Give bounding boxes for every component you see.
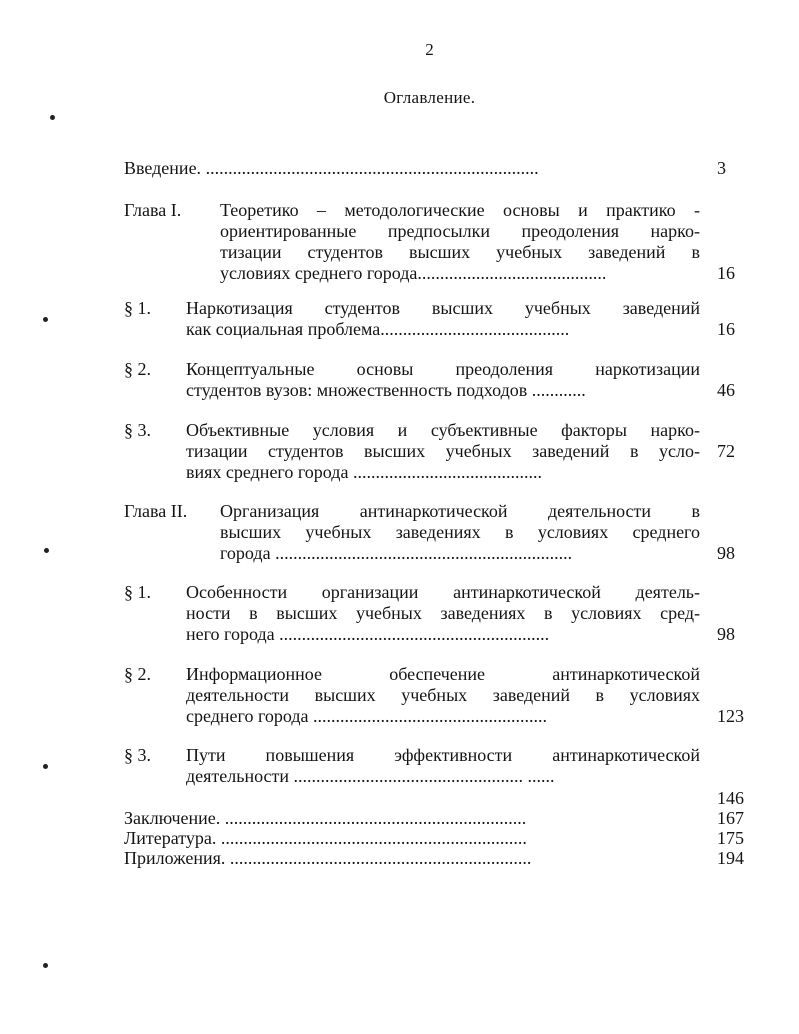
toc-entry-line: деятельности — [186, 766, 290, 786]
toc-entry-line: виях среднего города — [186, 462, 349, 482]
toc-entry-line: Организация антинаркотической деятельности в — [220, 501, 700, 521]
toc-entry-line: Наркотизация студентов высших учебных заведений — [186, 298, 700, 318]
toc-page-number: 146 — [717, 788, 744, 808]
binder-hole-mark — [43, 963, 48, 968]
toc-leader-dots: ................................................... ...... — [289, 766, 555, 786]
toc-entry-line: высших учебных заведениях в условиях среднего — [220, 522, 700, 542]
toc-entry-line: как социальная проблема — [186, 319, 381, 339]
toc-section-label: § 2. — [124, 359, 151, 379]
toc-entry-line: Теоретико – методологические основы и практико - — [220, 200, 700, 220]
toc-entry-line: тизации студентов высших учебных заведений в усло- — [186, 441, 700, 461]
toc-entry-line: ориентированные предпосылки преодоления нарко- — [220, 221, 700, 241]
page-title: Оглавление. — [383, 88, 476, 107]
toc-entry-title: Приложения. — [124, 848, 226, 868]
toc-page-number: 167 — [717, 808, 744, 828]
toc-page-number: 98 — [717, 543, 735, 563]
toc-page-number: 175 — [717, 828, 744, 848]
toc-section-label: § 1. — [124, 298, 151, 318]
toc-chapter-label: Глава II. — [124, 501, 188, 521]
toc-entry-line: среднего города — [186, 706, 309, 726]
toc-leader-dots: .......................................... — [380, 319, 570, 339]
toc-entry-line: ности в высших учебных заведениях в условиях сред- — [186, 603, 700, 623]
toc-entry-line: Особенности организации антинаркотической деятель- — [186, 582, 700, 602]
toc-leader-dots: ............................................................ — [274, 624, 550, 644]
toc-page-number: 16 — [717, 319, 735, 339]
toc-leader-dots: .................................................................... — [216, 828, 527, 848]
toc-page-number: 16 — [717, 263, 735, 283]
binder-hole-mark — [43, 317, 48, 322]
toc-entry-title: Литература. — [124, 828, 217, 848]
toc-entry-line: Пути повышения эффективности антинаркотической — [186, 745, 700, 765]
toc-leader-dots: ................................................................... — [220, 808, 527, 828]
toc-entry-line: деятельности высших учебных заведений в условиях — [186, 685, 700, 705]
toc-leader-dots: ............ — [527, 380, 586, 400]
toc-entry-line: Информационное обеспечение антинаркотической — [186, 664, 700, 684]
toc-entry-line: Концептуальные основы преодоления наркотизации — [186, 359, 700, 379]
toc-page-number: 46 — [717, 380, 735, 400]
toc-page-number: 194 — [717, 848, 744, 868]
binder-hole-mark — [44, 548, 49, 553]
binder-hole-mark — [50, 115, 55, 120]
toc-chapter-label: Глава I. — [124, 200, 182, 220]
toc-entry-title: Заключение. — [124, 808, 221, 828]
toc-entry-line: тизации студентов высших учебных заведений в — [220, 242, 700, 262]
toc-page-number: 123 — [717, 706, 744, 726]
toc-leader-dots: ................................................................... — [225, 848, 532, 868]
toc-leader-dots: .................................................................. — [270, 543, 573, 563]
toc-page-number: 98 — [717, 624, 735, 644]
toc-section-label: § 3. — [124, 420, 151, 440]
toc-entry-line: него города — [186, 624, 275, 644]
toc-page-number: 72 — [717, 441, 735, 461]
binder-hole-mark — [43, 764, 48, 769]
toc-entry-line: города — [220, 543, 271, 563]
toc-leader-dots: .......................................................................... — [201, 158, 539, 178]
page-number: 2 — [425, 40, 434, 59]
toc-entry-line: Объективные условия и субъективные факторы нарко- — [186, 420, 700, 440]
toc-entry-line: условиях среднего города — [220, 263, 418, 283]
toc-page-number: 3 — [717, 158, 726, 178]
toc-entry-title: Введение. — [124, 158, 202, 178]
toc-leader-dots: .......................................... — [417, 263, 607, 283]
toc-leader-dots: .................................................... — [308, 706, 548, 726]
toc-section-label: § 2. — [124, 664, 151, 684]
toc-entry-line: студентов вузов: множественность подходов — [186, 380, 528, 400]
toc-section-label: § 1. — [124, 582, 151, 602]
toc-section-label: § 3. — [124, 745, 151, 765]
toc-leader-dots: .......................................... — [348, 462, 542, 482]
